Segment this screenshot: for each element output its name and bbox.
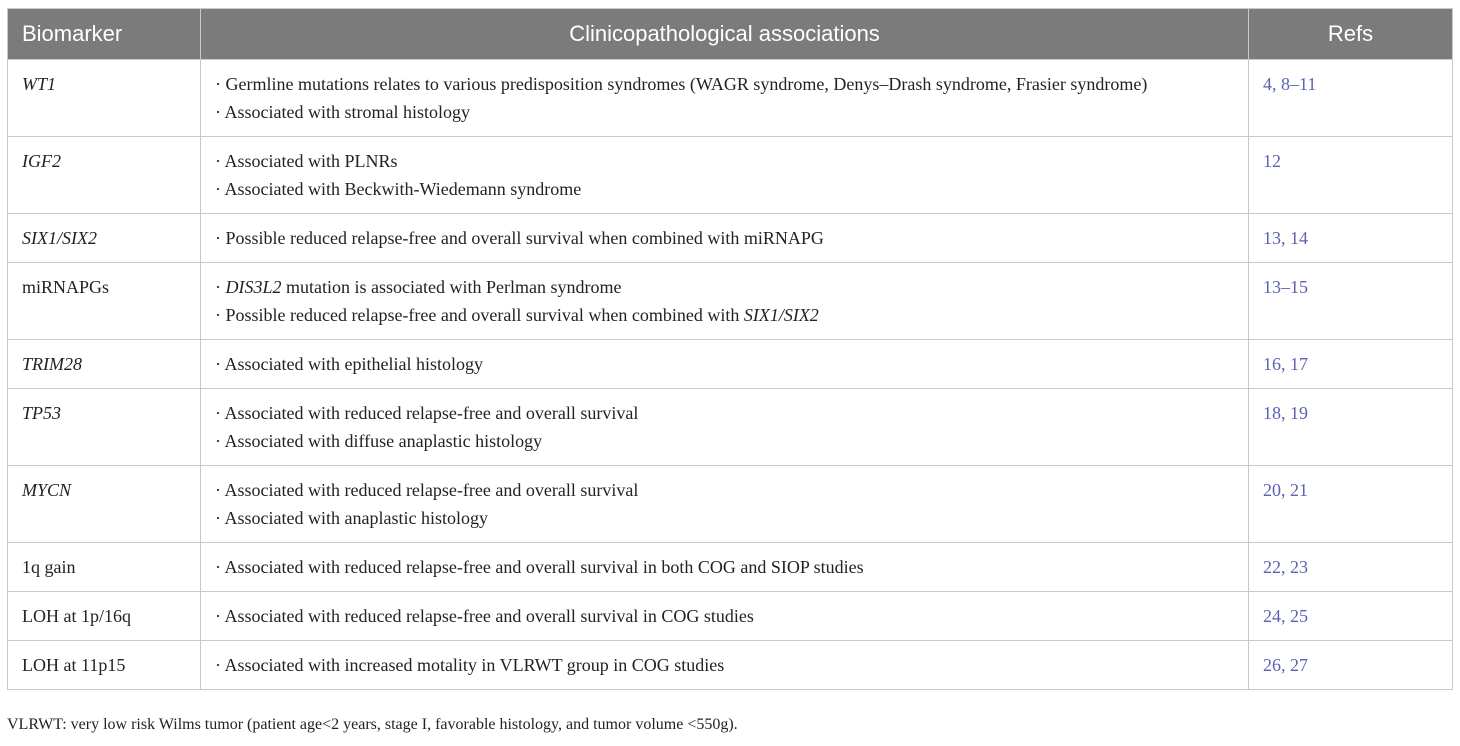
line-prefix: · Possible reduced relapse-free and overall survival when combined with (215, 305, 744, 325)
line-rest: mutation is associated with Perlman syndrome (281, 277, 622, 297)
refs-link[interactable]: 4, 8–11 (1249, 60, 1453, 137)
biomarker-cell: IGF2 (8, 137, 201, 214)
association-line: · Associated with diffuse anaplastic histology (215, 431, 543, 451)
table-row (8, 263, 1453, 340)
associations-cell (201, 543, 1249, 592)
table-row (8, 340, 1453, 389)
associations-cell (201, 641, 1249, 690)
refs-link[interactable]: 16, 17 (1249, 340, 1453, 389)
biomarker-cell: LOH at 11p15 (8, 641, 201, 690)
associations-cell (201, 466, 1249, 543)
association-line (215, 301, 1234, 329)
association-line: · Associated with reduced relapse-free and overall survival in both COG and SIOP studies (215, 557, 864, 577)
association-line: · Associated with Beckwith-Wiedemann syndrome (215, 179, 582, 199)
refs-link[interactable]: 20, 21 (1249, 466, 1453, 543)
association-line: · Associated with reduced relapse-free and overall survival (215, 480, 639, 500)
association-line: · Possible reduced relapse-free and overall survival when combined with miRNAPG (215, 228, 824, 248)
table-row (8, 641, 1453, 690)
association-line: · Associated with stromal histology (215, 102, 470, 122)
biomarker-cell: MYCN (8, 466, 201, 543)
header-associations: Clinicopathological associations (201, 9, 1249, 60)
refs-link[interactable]: 18, 19 (1249, 389, 1453, 466)
biomarker-cell: TRIM28 (8, 340, 201, 389)
associations-cell (201, 592, 1249, 641)
refs-link[interactable]: 26, 27 (1249, 641, 1453, 690)
biomarker-cell: 1q gain (8, 543, 201, 592)
biomarker-cell: miRNAPGs (8, 263, 201, 340)
table-row (8, 592, 1453, 641)
associations-cell (201, 340, 1249, 389)
table-row (8, 389, 1453, 466)
association-line: · Associated with increased motality in VLRWT group in COG studies (215, 655, 725, 675)
refs-link[interactable]: 24, 25 (1249, 592, 1453, 641)
association-line: · Associated with reduced relapse-free and overall survival in COG studies (215, 606, 754, 626)
table-header-row (8, 9, 1453, 60)
refs-link[interactable]: 13, 14 (1249, 214, 1453, 263)
header-refs: Refs (1249, 9, 1453, 60)
table-row (8, 543, 1453, 592)
associations-cell (201, 389, 1249, 466)
table-row (8, 214, 1453, 263)
refs-link[interactable]: 13–15 (1249, 263, 1453, 340)
associations-cell (201, 214, 1249, 263)
association-line: · Germline mutations relates to various predisposition syndromes (WAGR syndrome, Denys–Drash syndrome, Frasier syndrome) (215, 74, 1148, 94)
biomarker-table (7, 8, 1453, 690)
biomarker-cell: TP53 (8, 389, 201, 466)
biomarker-cell: LOH at 1p/16q (8, 592, 201, 641)
biomarker-cell: WT1 (8, 60, 201, 137)
table-row (8, 466, 1453, 543)
association-line: · Associated with anaplastic histology (215, 508, 488, 528)
table-footnote: VLRWT: very low risk Wilms tumor (patient age<2 years, stage I, favorable histology, and tumor volume <550g). (7, 716, 738, 733)
association-line: · Associated with reduced relapse-free and overall survival (215, 403, 639, 423)
table-row (8, 60, 1453, 137)
header-biomarker: Biomarker (8, 9, 201, 60)
associations-cell (201, 60, 1249, 137)
association-line: · Associated with epithelial histology (215, 354, 483, 374)
associations-cell (201, 137, 1249, 214)
refs-link[interactable]: 22, 23 (1249, 543, 1453, 592)
gene-name: SIX1/SIX2 (743, 305, 819, 325)
table-row (8, 137, 1453, 214)
association-line (215, 273, 1234, 301)
line-prefix: · (215, 277, 226, 297)
refs-link[interactable]: 12 (1249, 137, 1453, 214)
gene-name: DIS3L2 (225, 277, 282, 297)
associations-cell (201, 263, 1249, 340)
association-line: · Associated with PLNRs (215, 151, 398, 171)
biomarker-table-container (7, 8, 1452, 690)
biomarker-cell: SIX1/SIX2 (8, 214, 201, 263)
